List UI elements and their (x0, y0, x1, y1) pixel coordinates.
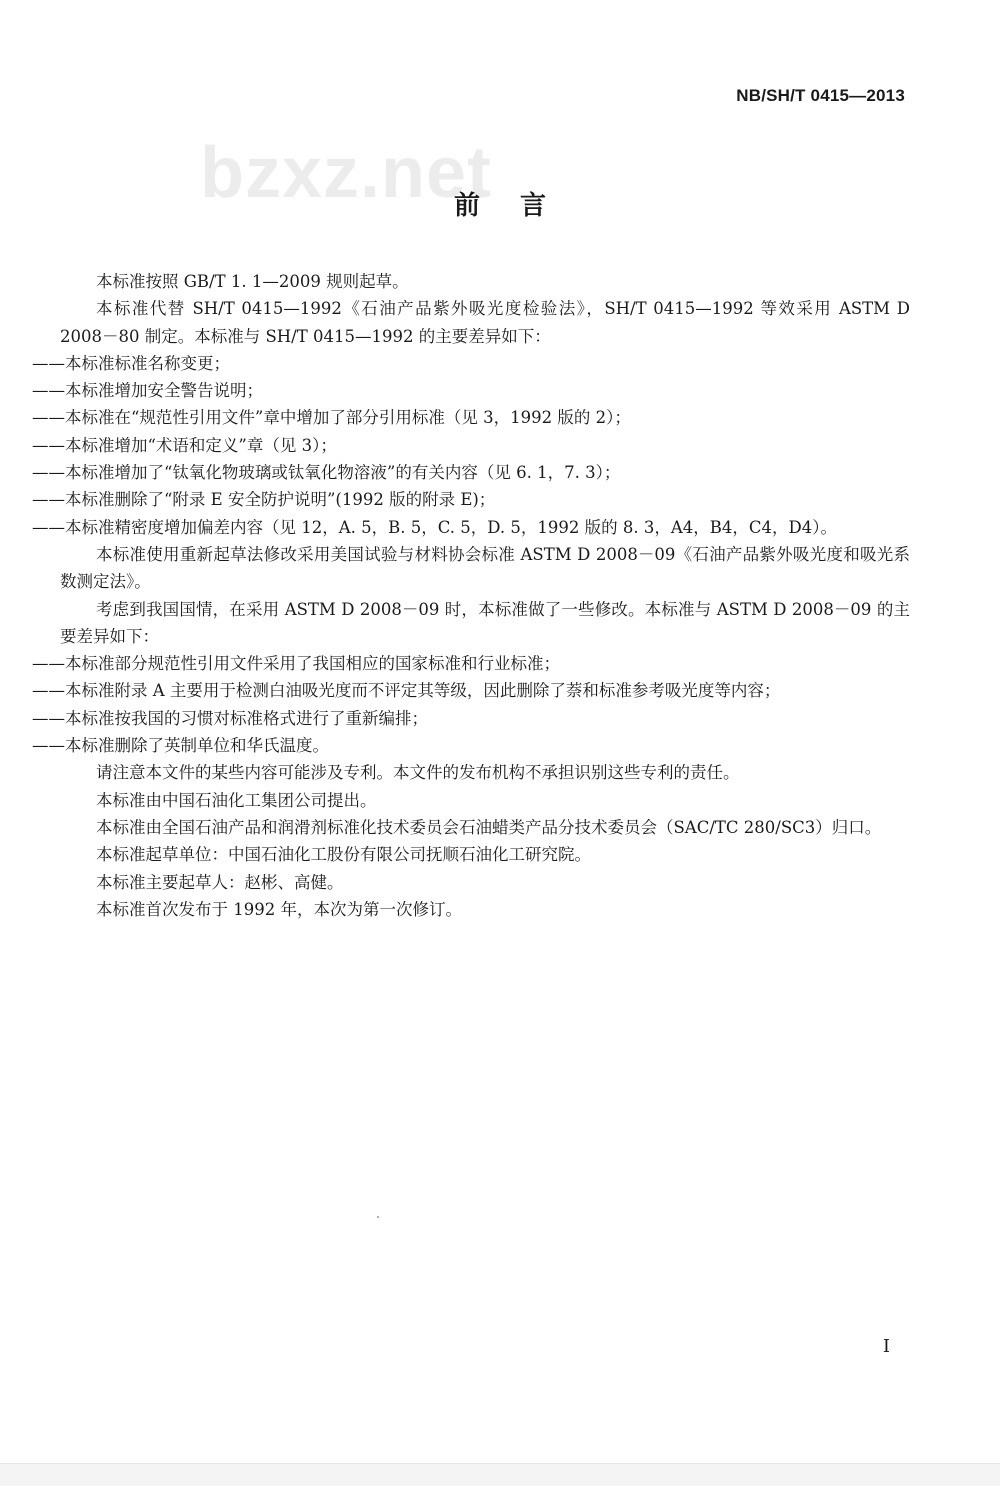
paragraph: 本标准由中国石油化工集团公司提出。 (96, 790, 377, 810)
paragraph: 本标准起草单位：中国石油化工股份有限公司抚顺石油化工研究院。 (96, 845, 591, 865)
page-title: 前言 (453, 191, 586, 221)
paragraph: 本标准主要起草人：赵彬、高健。 (96, 872, 344, 892)
paragraph: 本标准代替 SH/T 0415—1992《石油产品紫外吸光度检验法》，SH/T 0415—1992 等效采用 ASTM D 2008－80 制定。本标准与 SH/T 0415—1992 的主要差异如下： (60, 299, 910, 346)
list-item: ——本标准按我国的习惯对标准格式进行了重新编排； (32, 708, 428, 728)
standard-code: NB/SH/T 0415—2013 (736, 86, 905, 105)
list-item: ——本标准删除了英制单位和华氏温度。 (32, 736, 329, 756)
paragraph: 本标准使用重新起草法修改采用美国试验与材料协会标准 ASTM D 2008－09《石油产品紫外吸光度和吸光系数测定法》。 (60, 544, 910, 592)
paragraph: 本标准由全国石油产品和润滑剂标准化技术委员会石油蜡类产品分技术委员会（SAC/TC 280/SC3）归口。 (96, 817, 882, 837)
body-text (32, 268, 910, 923)
paragraph: 请注意本文件的某些内容可能涉及专利。本文件的发布机构不承担识别这些专利的责任。 (96, 763, 740, 783)
page-number: I (882, 1336, 890, 1357)
list-item: ——本标准增加“术语和定义”章（见 3）； (32, 435, 337, 455)
paragraph: 本标准按照 GB/T 1. 1—2009 规则起草。 (96, 272, 409, 291)
list-item: ——本标准附录 A 主要用于检测白油吸光度而不评定其等级，因此删除了萘和标准参考吸光度等内容； (32, 681, 781, 701)
paragraph: 本标准首次发布于 1992 年，本次为第一次修订。 (96, 899, 462, 919)
list-item: ——本标准增加安全警告说明； (32, 381, 263, 401)
list-item: ——本标准在“规范性引用文件”章中增加了部分引用标准（见 3，1992 版的 2）； (32, 408, 631, 428)
scan-speck (377, 1216, 379, 1218)
list-item: ——本标准标准名称变更； (32, 353, 230, 373)
list-item: ——本标准精密度增加偏差内容（见 12，A. 5，B. 5，C. 5，D. 5，1992 版的 8. 3，A4，B4，C4，D4）。 (32, 517, 838, 537)
page-bottom-edge (0, 1463, 1000, 1486)
paragraph: 考虑到我国国情，在采用 ASTM D 2008－09 时，本标准做了一些修改。本标准与 ASTM D 2008－09 的主要差异如下： (60, 599, 910, 646)
list-item: ——本标准增加了“钛氧化物玻璃或钛氧化物溶液”的有关内容（见 6. 1，7. 3）； (32, 463, 621, 483)
list-item: ——本标准删除了“附录 E 安全防护说明”(1992 版的附录 E)； (32, 490, 496, 510)
watermark: bzxz.net (200, 133, 493, 213)
list-item: ——本标准部分规范性引用文件采用了我国相应的国家标准和行业标准； (32, 654, 560, 674)
